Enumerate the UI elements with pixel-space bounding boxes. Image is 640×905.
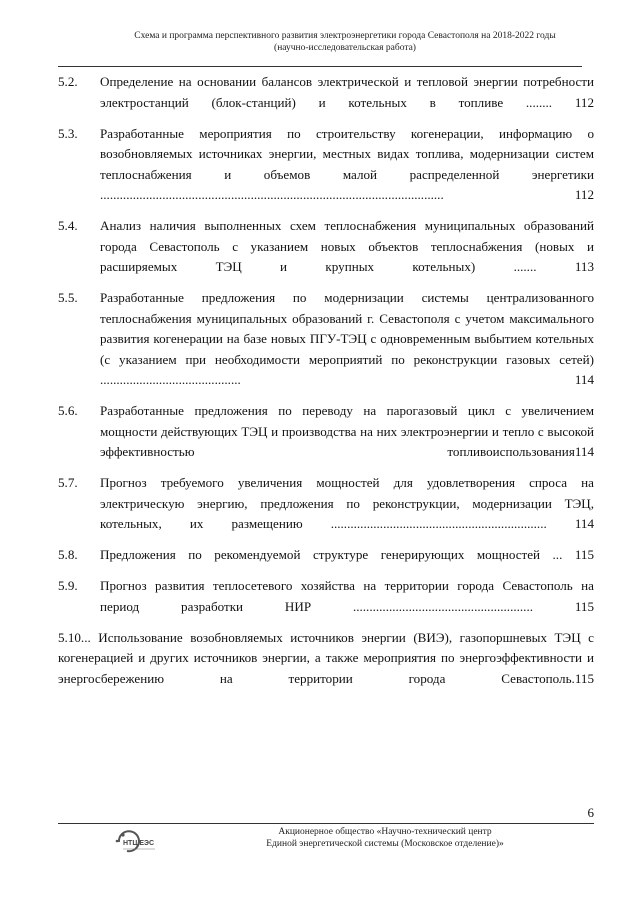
footer-divider bbox=[58, 823, 594, 824]
toc-entry-5-8[interactable] bbox=[58, 545, 594, 566]
toc-entry-number: 5.2. bbox=[58, 74, 78, 89]
table-of-contents bbox=[58, 72, 594, 700]
running-header bbox=[80, 30, 610, 54]
toc-entry-text: Прогноз развития теплосетевого хозяйства на территории города Севастополь на период разработки НИР ....................................................... 115 bbox=[100, 578, 594, 614]
toc-entry-5-4[interactable] bbox=[58, 216, 594, 278]
toc-entry-number: 5.8. bbox=[58, 547, 78, 562]
toc-entry-number: 5.10. bbox=[58, 629, 85, 645]
toc-entry-text: Разработанные предложения по модернизации системы централизованного теплоснабжения муниципальных образований г. Севастополя с учетом максимального развития когенерации на базе новых ПГУ-ТЭЦ с одновременным выбытием котельных (с указанием при необходимости мероприятий по реконструкции газовых сетей) ........................................... 114 bbox=[100, 290, 594, 387]
header-title: Схема и программа перспективного развития электроэнергетики города Севастополя на 2018-2022 годы bbox=[134, 31, 556, 41]
ntc-ees-logo bbox=[113, 828, 161, 856]
toc-entry-number: 5.4. bbox=[58, 218, 78, 233]
toc-entry-5-9[interactable] bbox=[58, 576, 594, 617]
header-subtitle: (научно-исследовательская работа) bbox=[274, 43, 416, 53]
toc-entry-text: Анализ наличия выполненных схем теплоснабжения муниципальных образований города Севастополь с указанием новых объектов теплоснабжения (новых и расширяемых ТЭЦ и крупных котельных) ....... 113 bbox=[100, 218, 594, 274]
toc-entry-5-7[interactable] bbox=[58, 473, 594, 535]
toc-entry-text: Разработанные предложения по переводу на парогазовый цикл с увеличением мощности действующих ТЭЦ и производства на них электроэнергии и тепло с высокой эффективностью топливоиспользования114 bbox=[100, 403, 594, 459]
footer-organization: Акционерное общество «Научно-технический центр bbox=[278, 827, 492, 837]
toc-entry-number: 5.9. bbox=[58, 578, 78, 593]
toc-entry-text bbox=[58, 628, 594, 690]
toc-entry-text: Предложения по рекомендуемой структуре генерирующих мощностей ... 115 bbox=[100, 547, 594, 562]
toc-entry-number: 5.6. bbox=[58, 403, 78, 418]
header-divider bbox=[58, 66, 582, 67]
toc-entry-5-3[interactable] bbox=[58, 124, 594, 206]
running-footer bbox=[170, 826, 600, 850]
toc-entry-number: 5.5. bbox=[58, 290, 78, 305]
footer-organization-branch: Единой энергетической системы (Московское отделение)» bbox=[266, 839, 504, 849]
toc-entry-number: 5.3. bbox=[58, 125, 78, 141]
toc-entry-text: Определение на основании балансов электрической и тепловой энергии потребности электростанций (блок-станций) и котельных в топливе ........ 112 bbox=[100, 74, 594, 110]
page-number: 6 bbox=[587, 805, 594, 820]
toc-entry-5-5[interactable] bbox=[58, 288, 594, 391]
logo-lettering: НТЦ ЕЭС bbox=[123, 840, 155, 847]
toc-entry-text: Прогноз требуемого увеличения мощностей для удовлетворения спроса на электрическую энергию, предложения по реконструкции, модернизации ТЭЦ, котельных, их размещению .................................................................. 114 bbox=[100, 475, 594, 531]
toc-entry-5-2[interactable] bbox=[58, 72, 594, 113]
toc-entry-text: Разработанные мероприятия по строительству когенерации, информацию о возобновляемых источниках энергии, местных видах топлива, модернизации систем теплоснабжения и объемов малой распределенной энергетики ......................................................................................................... 112 bbox=[100, 125, 594, 202]
toc-entry-number: 5.7. bbox=[58, 475, 78, 490]
toc-entry-title: .. Использование возобновляемых источников энергии (ВИЭ), газопоршневых ТЭЦ с когенерацией и других источников энергии, а также мероприятия по энергоэффективности и энергосбережению на территории города Севастополь.115 bbox=[58, 629, 594, 686]
toc-entry-5-10[interactable] bbox=[58, 628, 594, 690]
toc-entry-5-6[interactable] bbox=[58, 401, 594, 463]
